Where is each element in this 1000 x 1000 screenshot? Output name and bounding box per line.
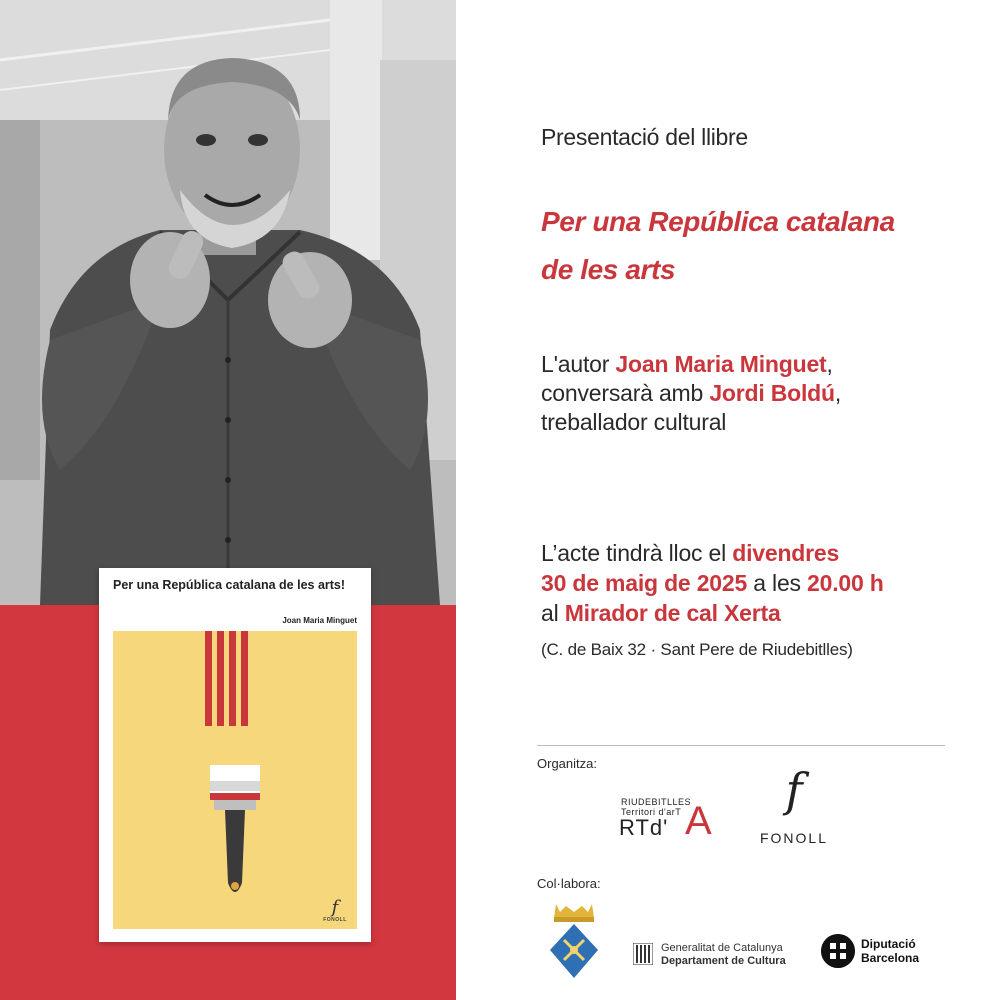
rtda-logo bbox=[619, 797, 729, 847]
gencat-line1: Generalitat de Catalunya bbox=[661, 942, 783, 954]
gencat-logo-icon bbox=[633, 943, 653, 965]
event-day: divendres bbox=[732, 540, 840, 566]
photo-illustration bbox=[0, 0, 456, 605]
conversation-punct: , bbox=[834, 380, 842, 406]
fonoll-mark: f bbox=[785, 763, 803, 817]
book-cover-author: Joan Maria Minguet bbox=[282, 616, 357, 625]
author-photo bbox=[0, 0, 456, 605]
diba-logo-icon bbox=[821, 934, 855, 968]
rtda-subtitle bbox=[621, 797, 691, 817]
divider bbox=[537, 745, 945, 746]
event-text: al bbox=[541, 600, 565, 626]
intro-text: Presentació del llibre bbox=[541, 124, 748, 150]
diba-logo bbox=[821, 934, 941, 970]
author-name: Joan Maria Minguet bbox=[615, 351, 827, 377]
collaborators-label: Col·labora: bbox=[537, 876, 601, 891]
conversation-line1 bbox=[541, 350, 971, 379]
event-date: 30 de maig de 2025 bbox=[541, 570, 748, 596]
rtda-line2: Territori d'arT bbox=[621, 807, 682, 817]
book-cover bbox=[99, 568, 371, 942]
organizers-label: Organitza: bbox=[537, 756, 597, 771]
guest-name: Jordi Boldú bbox=[709, 380, 835, 406]
municipal-shield-icon bbox=[546, 900, 602, 980]
event-line1 bbox=[541, 538, 981, 568]
event-venue: Mirador de cal Xerta bbox=[564, 600, 781, 626]
conversation-block bbox=[541, 350, 971, 437]
book-cover-title: Per una República catalana de les arts! bbox=[113, 578, 346, 592]
gencat-logo bbox=[633, 940, 803, 970]
event-line2 bbox=[541, 568, 981, 598]
fonoll-name: FONOLL bbox=[759, 830, 828, 846]
rtda-line1: RIUDEBITLLES bbox=[621, 797, 692, 807]
event-time: 20.00 h bbox=[807, 570, 884, 596]
fonoll-logo bbox=[754, 760, 834, 850]
conversation-text: L'autor bbox=[541, 351, 616, 377]
paintbrush-icon bbox=[113, 631, 357, 929]
rtda-main: RTd' bbox=[619, 815, 669, 840]
event-address: (C. de Baix 32 · Sant Pere de Riudebitlles) bbox=[541, 640, 853, 659]
conversation-line2 bbox=[541, 379, 971, 408]
book-headline-line2: de les arts bbox=[541, 254, 676, 285]
svg-text:f: f bbox=[331, 897, 339, 918]
book-headline-line1: Per una República catalana bbox=[541, 206, 895, 237]
event-line3 bbox=[541, 598, 981, 628]
event-text: a les bbox=[747, 570, 808, 596]
book-cover-art bbox=[113, 631, 357, 929]
conversation-line3: treballador cultural bbox=[541, 409, 727, 435]
conversation-text: conversarà amb bbox=[541, 380, 710, 406]
event-text: L’acte tindrà lloc el bbox=[541, 540, 733, 566]
rtda-accent: A bbox=[685, 799, 712, 843]
book-headline bbox=[541, 198, 971, 294]
event-block bbox=[541, 538, 981, 628]
diba-line2: Barcelona bbox=[861, 951, 920, 965]
conversation-punct: , bbox=[826, 351, 833, 377]
diba-line1: Diputació bbox=[861, 937, 916, 951]
left-column bbox=[0, 0, 456, 1000]
book-cover-publisher: FONOLL bbox=[323, 917, 347, 923]
gencat-line2: Departament de Cultura bbox=[661, 955, 786, 967]
